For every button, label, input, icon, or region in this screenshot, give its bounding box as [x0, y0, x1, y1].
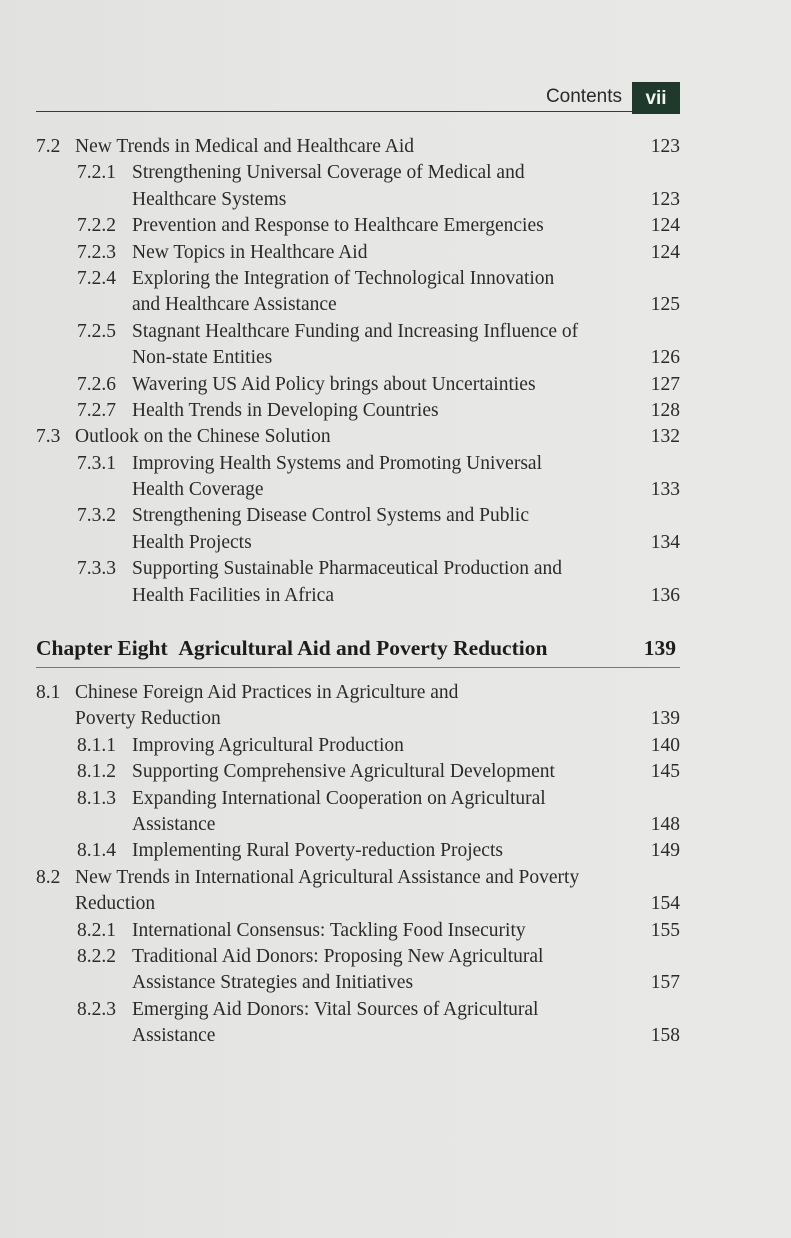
toc-subsection-entry	[36, 997, 680, 1050]
toc-entry-line	[36, 786, 680, 812]
toc-entry-title: Supporting Sustainable Pharmaceutical Production and	[132, 558, 562, 580]
toc-entry-title: Health Facilities in Africa	[132, 584, 334, 606]
toc-entry-title: New Trends in International Agricultural Assistance and Poverty	[75, 866, 580, 888]
toc-entry-line	[36, 424, 680, 450]
toc-entry-line	[36, 944, 680, 970]
toc-subsection-entry	[36, 213, 680, 239]
chapter-heading	[36, 628, 680, 668]
toc-subsection-entry	[36, 838, 680, 864]
toc-entry-line	[36, 134, 680, 160]
toc-entry-line	[36, 503, 680, 529]
toc-section-number: 8.1	[36, 682, 61, 704]
toc-entry-title: Improving Health Systems and Promoting Universal	[132, 452, 542, 474]
toc-section-number: 7.3.2	[77, 505, 116, 527]
toc-section-number: 8.2.1	[77, 919, 116, 941]
toc-subsection-entry	[36, 319, 680, 372]
toc-section-entry	[36, 680, 680, 733]
toc-entry-line	[36, 292, 680, 318]
toc-page-number: 123	[650, 188, 680, 210]
table-of-contents	[36, 134, 680, 1050]
toc-subsection-entry	[36, 786, 680, 839]
toc-entry-title: Health Trends in Developing Countries	[132, 399, 439, 421]
toc-page-number: 124	[650, 241, 680, 263]
toc-entry-title: Exploring the Integration of Technological Innovation	[132, 267, 555, 289]
toc-entry-line	[36, 477, 680, 503]
toc-section-entry	[36, 134, 680, 160]
toc-page-number: 124	[650, 215, 680, 237]
toc-entry-title: Traditional Aid Donors: Proposing New Agricultural	[132, 945, 544, 967]
toc-entry-title: Prevention and Response to Healthcare Emergencies	[132, 215, 544, 237]
toc-section-number: 7.2	[36, 136, 61, 157]
toc-entry-line	[36, 706, 680, 732]
toc-entry-line	[36, 345, 680, 371]
header-rule	[36, 111, 632, 112]
toc-entry-title: Assistance	[132, 813, 216, 835]
page-number: vii	[645, 88, 667, 109]
toc-entry-title: Emerging Aid Donors: Vital Sources of Agricultural	[132, 998, 539, 1020]
toc-entry-line	[36, 838, 680, 864]
toc-entry-line	[36, 319, 680, 345]
toc-entry-line	[36, 160, 680, 186]
toc-page-number: 148	[650, 813, 680, 835]
toc-section-entry	[36, 424, 680, 450]
toc-page-number: 132	[650, 426, 680, 448]
toc-entry-title: Expanding International Cooperation on Agricultural	[132, 787, 546, 809]
toc-entry-line	[36, 583, 680, 609]
toc-entry-title: Health Coverage	[132, 479, 264, 501]
toc-section-number: 7.3.1	[77, 452, 116, 474]
toc-subsection-entry	[36, 944, 680, 997]
toc-entry-title: International Consensus: Tackling Food Insecurity	[132, 919, 526, 941]
toc-section-number: 8.1.1	[77, 734, 116, 756]
toc-entry-line	[36, 812, 680, 838]
toc-subsection-entry	[36, 503, 680, 556]
toc-entry-title: Wavering US Aid Policy brings about Uncertainties	[132, 373, 536, 395]
toc-page-number: 123	[650, 136, 680, 157]
toc-page-number: 125	[650, 294, 680, 316]
toc-entry-line	[36, 372, 680, 398]
toc-entry-title: Stagnant Healthcare Funding and Increasing Influence of	[132, 320, 579, 342]
toc-page-number: 126	[650, 347, 680, 369]
toc-subsection-entry	[36, 918, 680, 944]
toc-entry-line	[36, 451, 680, 477]
toc-entry-line	[36, 891, 680, 917]
running-head	[36, 82, 680, 114]
toc-subsection-entry	[36, 372, 680, 398]
toc-page-number: 134	[650, 531, 680, 553]
toc-section-number: 8.2.3	[77, 998, 116, 1020]
toc-page-number: 128	[650, 399, 680, 421]
toc-subsection-entry	[36, 240, 680, 266]
toc-section-entry	[36, 865, 680, 918]
toc-entry-title: Strengthening Universal Coverage of Medical and	[132, 162, 525, 184]
chapter-title: Chapter Eight Agricultural Aid and Poverty Reduction	[36, 636, 548, 661]
chapter-page-number: 139	[643, 636, 676, 661]
toc-page-number: 157	[650, 972, 680, 994]
toc-section-number: 8.2	[36, 866, 61, 888]
toc-entry-line	[36, 530, 680, 556]
toc-section-number: 7.2.7	[77, 399, 116, 421]
toc-entry-line	[36, 1023, 680, 1049]
toc-entry-title: Non-state Entities	[132, 347, 273, 369]
toc-entry-line	[36, 240, 680, 266]
toc-entry-title: Health Projects	[132, 531, 252, 553]
toc-entry-line	[36, 213, 680, 239]
toc-subsection-entry	[36, 160, 680, 213]
toc-entry-line	[36, 680, 680, 706]
toc-entry-title: Supporting Comprehensive Agricultural Development	[132, 761, 555, 783]
toc-section-number: 7.2.3	[77, 241, 116, 263]
toc-entry-title: Healthcare Systems	[132, 188, 287, 210]
toc-entry-line	[36, 556, 680, 582]
toc-entry-title: Outlook on the Chinese Solution	[75, 426, 331, 448]
toc-page-number: 127	[650, 373, 680, 395]
toc-entry-line	[36, 398, 680, 424]
toc-subsection-entry	[36, 759, 680, 785]
toc-entry-line	[36, 266, 680, 292]
toc-section-number: 8.1.3	[77, 787, 116, 809]
toc-entry-title: Implementing Rural Poverty-reduction Projects	[132, 840, 503, 862]
toc-entry-title: New Topics in Healthcare Aid	[132, 241, 368, 263]
toc-section-number: 7.2.5	[77, 320, 116, 342]
toc-section-number: 7.2.4	[77, 267, 116, 289]
page-number-box	[632, 82, 680, 114]
toc-section-number: 8.2.2	[77, 945, 116, 967]
toc-page-number: 154	[650, 893, 680, 915]
toc-entry-title: New Trends in Medical and Healthcare Aid	[75, 136, 415, 157]
toc-section-number: 8.1.2	[77, 761, 116, 783]
toc-entry-title: Reduction	[75, 893, 156, 915]
toc-subsection-entry	[36, 266, 680, 319]
toc-section-number: 7.3.3	[77, 558, 116, 580]
toc-section-number: 7.2.1	[77, 162, 116, 184]
toc-subsection-entry	[36, 556, 680, 609]
toc-page-number: 139	[650, 708, 680, 730]
toc-entry-title: Improving Agricultural Production	[132, 734, 404, 756]
chapter-rule	[36, 667, 680, 668]
toc-entry-line	[36, 865, 680, 891]
toc-entry-line	[36, 918, 680, 944]
toc-entry-line	[36, 997, 680, 1023]
toc-entry-line	[36, 759, 680, 785]
toc-section-number: 7.2.2	[77, 215, 116, 237]
toc-entry-title: Chinese Foreign Aid Practices in Agriculture and	[75, 682, 459, 704]
toc-page-number: 149	[650, 840, 680, 862]
toc-entry-title: Poverty Reduction	[75, 708, 221, 730]
toc-entry-title: Strengthening Disease Control Systems and Public	[132, 505, 530, 527]
toc-page-number: 136	[650, 584, 680, 606]
toc-page-number: 155	[650, 919, 680, 941]
toc-subsection-entry	[36, 733, 680, 759]
toc-section-number: 8.1.4	[77, 840, 116, 862]
toc-page-number: 133	[650, 479, 680, 501]
toc-page-number: 140	[650, 734, 680, 756]
toc-subsection-entry	[36, 398, 680, 424]
toc-entry-title: and Healthcare Assistance	[132, 294, 337, 316]
running-title: Contents	[545, 86, 622, 107]
toc-entry-line	[36, 733, 680, 759]
toc-subsection-entry	[36, 451, 680, 504]
toc-section-number: 7.2.6	[77, 373, 116, 395]
toc-section-number: 7.3	[36, 426, 61, 448]
toc-entry-line	[36, 970, 680, 996]
toc-page-number: 145	[650, 761, 680, 783]
toc-entry-title: Assistance Strategies and Initiatives	[132, 972, 414, 994]
toc-entry-line	[36, 187, 680, 213]
toc-entry-title: Assistance	[132, 1025, 216, 1047]
toc-page-number: 158	[650, 1025, 680, 1047]
